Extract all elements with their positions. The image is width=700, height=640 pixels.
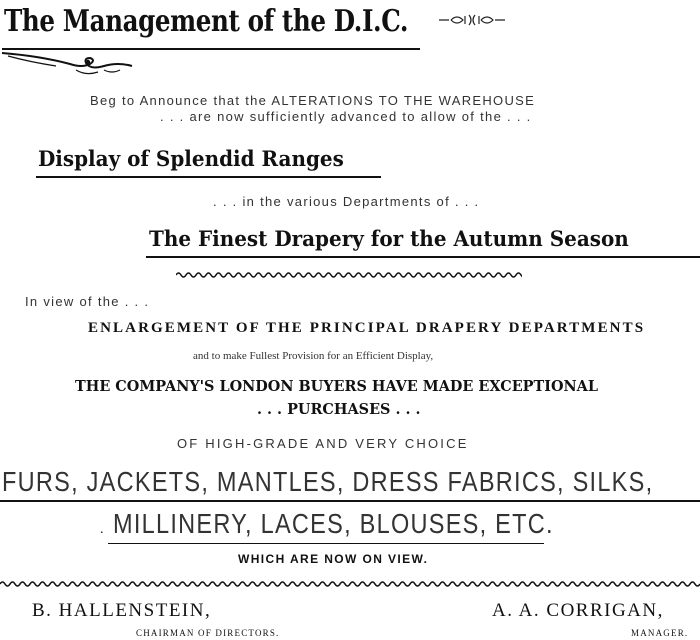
buyers-line-1: THE COMPANY'S LONDON BUYERS HAVE MADE EXCEPTIONAL xyxy=(75,377,598,395)
departments-line: . . . in the various Departments of . . . xyxy=(213,194,480,209)
goods-line-2: MILLINERY, LACES, BLOUSES, ETC. xyxy=(113,508,554,539)
announcement-line-1: Beg to Announce that the ALTERATIONS TO THE WAREHOUSE xyxy=(90,93,536,108)
goods-rule-2 xyxy=(108,543,544,544)
grade-line: OF HIGH-GRADE AND VERY CHOICE xyxy=(177,436,469,451)
wave-divider-icon xyxy=(0,579,700,589)
signature-title: CHAIRMAN OF DIRECTORS. xyxy=(136,628,280,638)
signature-title: MANAGER. xyxy=(631,628,689,638)
signature-name: A. A. CORRIGAN, xyxy=(492,600,664,621)
season-rule xyxy=(146,256,700,258)
provision-line: and to make Fullest Provision for an Efficient Display, xyxy=(193,350,434,362)
goods-rule-1 xyxy=(0,500,700,502)
page-title: The Management of the D.I.C. xyxy=(4,4,409,39)
ornament-icon xyxy=(437,12,507,28)
buyers-line-2: . . . PURCHASES . . . xyxy=(257,400,421,418)
goods-line-1: FURS, JACKETS, MANTLES, DRESS FABRICS, SILKS, xyxy=(2,466,654,497)
display-headline: Display of Splendid Ranges xyxy=(38,146,344,171)
season-headline: The Finest Drapery for the Autumn Season xyxy=(149,226,629,251)
on-view-line: WHICH ARE NOW ON VIEW. xyxy=(238,552,429,566)
bullet-dot-icon: . xyxy=(100,522,104,537)
in-view-line: In view of the . . . xyxy=(25,294,150,309)
signature-name: B. HALLENSTEIN, xyxy=(32,600,212,621)
wave-divider-icon xyxy=(176,270,522,280)
flourish-icon xyxy=(0,50,140,80)
display-rule xyxy=(36,176,381,178)
enlargement-line: ENLARGEMENT OF THE PRINCIPAL DRAPERY DEPARTMENTS xyxy=(88,320,646,336)
announcement-line-2: . . . are now sufficiently advanced to allow of the . . . xyxy=(160,109,532,124)
